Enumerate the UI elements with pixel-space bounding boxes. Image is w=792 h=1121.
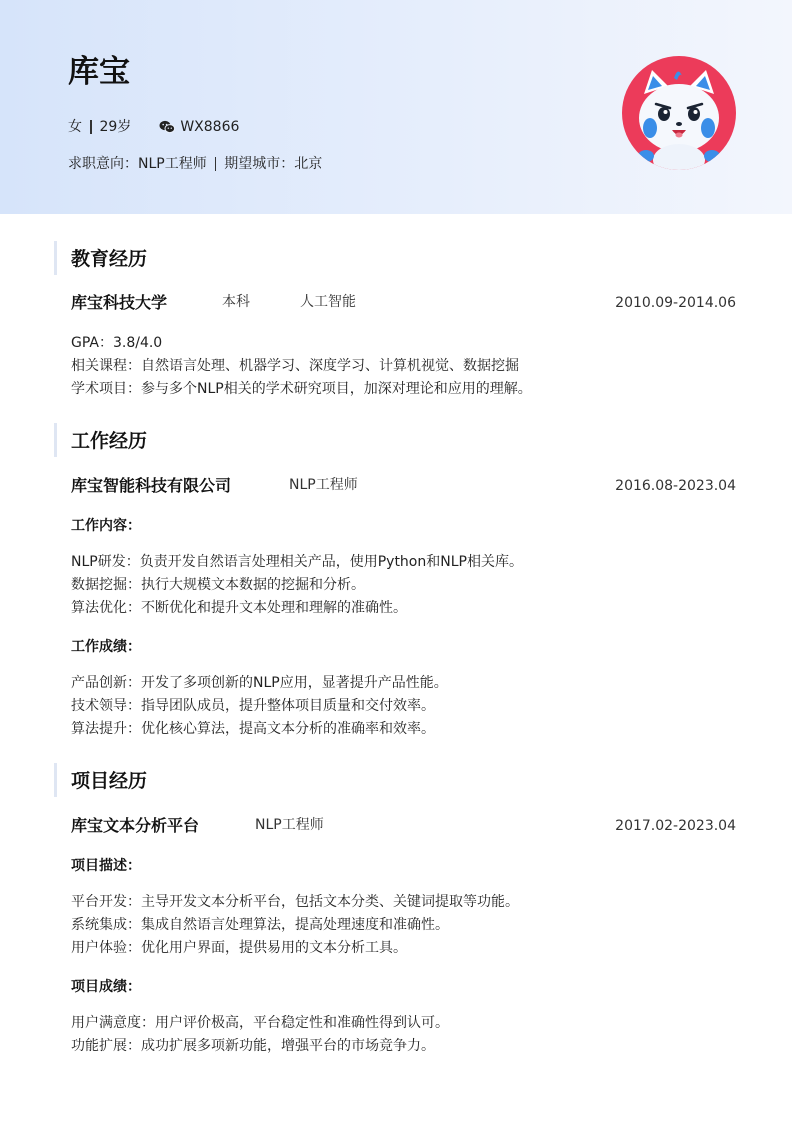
work-achievement-line: 技术领导：指导团队成员，提升整体项目质量和交付效率。	[71, 698, 435, 714]
work-achievement-heading: 工作成绩：	[71, 639, 141, 655]
project-desc-line: 系统集成：集成自然语言处理算法，提高处理速度和准确性。	[71, 917, 449, 933]
intent-city: 期望城市：北京	[224, 156, 323, 172]
education-line: 学术项目：参与多个NLP相关的学术研究项目，加深对理论和应用的理解。	[71, 381, 532, 397]
gender: 女	[68, 119, 82, 135]
education-line: 相关课程：自然语言处理、机器学习、深度学习、计算机视觉、数据挖掘	[71, 358, 519, 374]
project-desc-line: 平台开发：主导开发文本分析平台，包括文本分类、关键词提取等功能。	[71, 894, 519, 910]
wechat-icon	[159, 120, 175, 134]
section-title-work: 工作经历	[71, 430, 148, 452]
project-role: NLP工程师	[255, 817, 324, 833]
basic-info	[68, 117, 239, 137]
wechat-id: WX8866	[180, 119, 240, 135]
work-content-heading: 工作内容：	[71, 518, 141, 534]
work-content-line: 算法优化：不断优化和提升文本处理和理解的准确性。	[71, 600, 407, 616]
work-achievement-line: 算法提升：优化核心算法，提高文本分析的准确率和效率。	[71, 721, 435, 737]
company-name: 库宝智能科技有限公司	[71, 476, 232, 495]
major: 人工智能	[300, 294, 356, 310]
degree: 本科	[222, 294, 250, 310]
section-title-project: 项目经历	[71, 770, 148, 792]
project-date: 2017.02-2023.04	[615, 818, 736, 834]
work-content-line: NLP研发：负责开发自然语言处理相关产品，使用Python和NLP相关库。	[71, 554, 523, 570]
section-marker	[54, 241, 57, 275]
project-achievement-line: 用户满意度：用户评价极高，平台稳定性和准确性得到认可。	[71, 1015, 449, 1031]
project-achievement-line: 功能扩展：成功扩展多项新功能，增强平台的市场竞争力。	[71, 1038, 435, 1054]
work-achievement-line: 产品创新：开发了多项创新的NLP应用，显著提升产品性能。	[71, 675, 448, 691]
age: 29岁	[99, 119, 132, 135]
school-name: 库宝科技大学	[71, 293, 168, 312]
intent-position: 求职意向：NLP工程师	[68, 156, 207, 172]
project-achievement-heading: 项目成绩：	[71, 979, 141, 995]
section-marker	[54, 423, 57, 457]
project-name: 库宝文本分析平台	[71, 816, 200, 835]
job-intent	[68, 154, 322, 174]
section-title-education: 教育经历	[71, 248, 148, 270]
work-role: NLP工程师	[289, 477, 358, 493]
section-marker	[54, 763, 57, 797]
project-desc-heading: 项目描述：	[71, 858, 141, 874]
resume-header	[0, 0, 792, 214]
work-date: 2016.08-2023.04	[615, 478, 736, 494]
avatar	[622, 56, 736, 170]
work-content-line: 数据挖掘：执行大规模文本数据的挖掘和分析。	[71, 577, 365, 593]
divider	[90, 120, 92, 134]
education-line: GPA：3.8/4.0	[71, 335, 163, 351]
divider	[215, 157, 217, 171]
project-desc-line: 用户体验：优化用户界面，提供易用的文本分析工具。	[71, 940, 407, 956]
education-date: 2010.09-2014.06	[615, 295, 736, 311]
candidate-name: 库宝	[68, 54, 130, 90]
